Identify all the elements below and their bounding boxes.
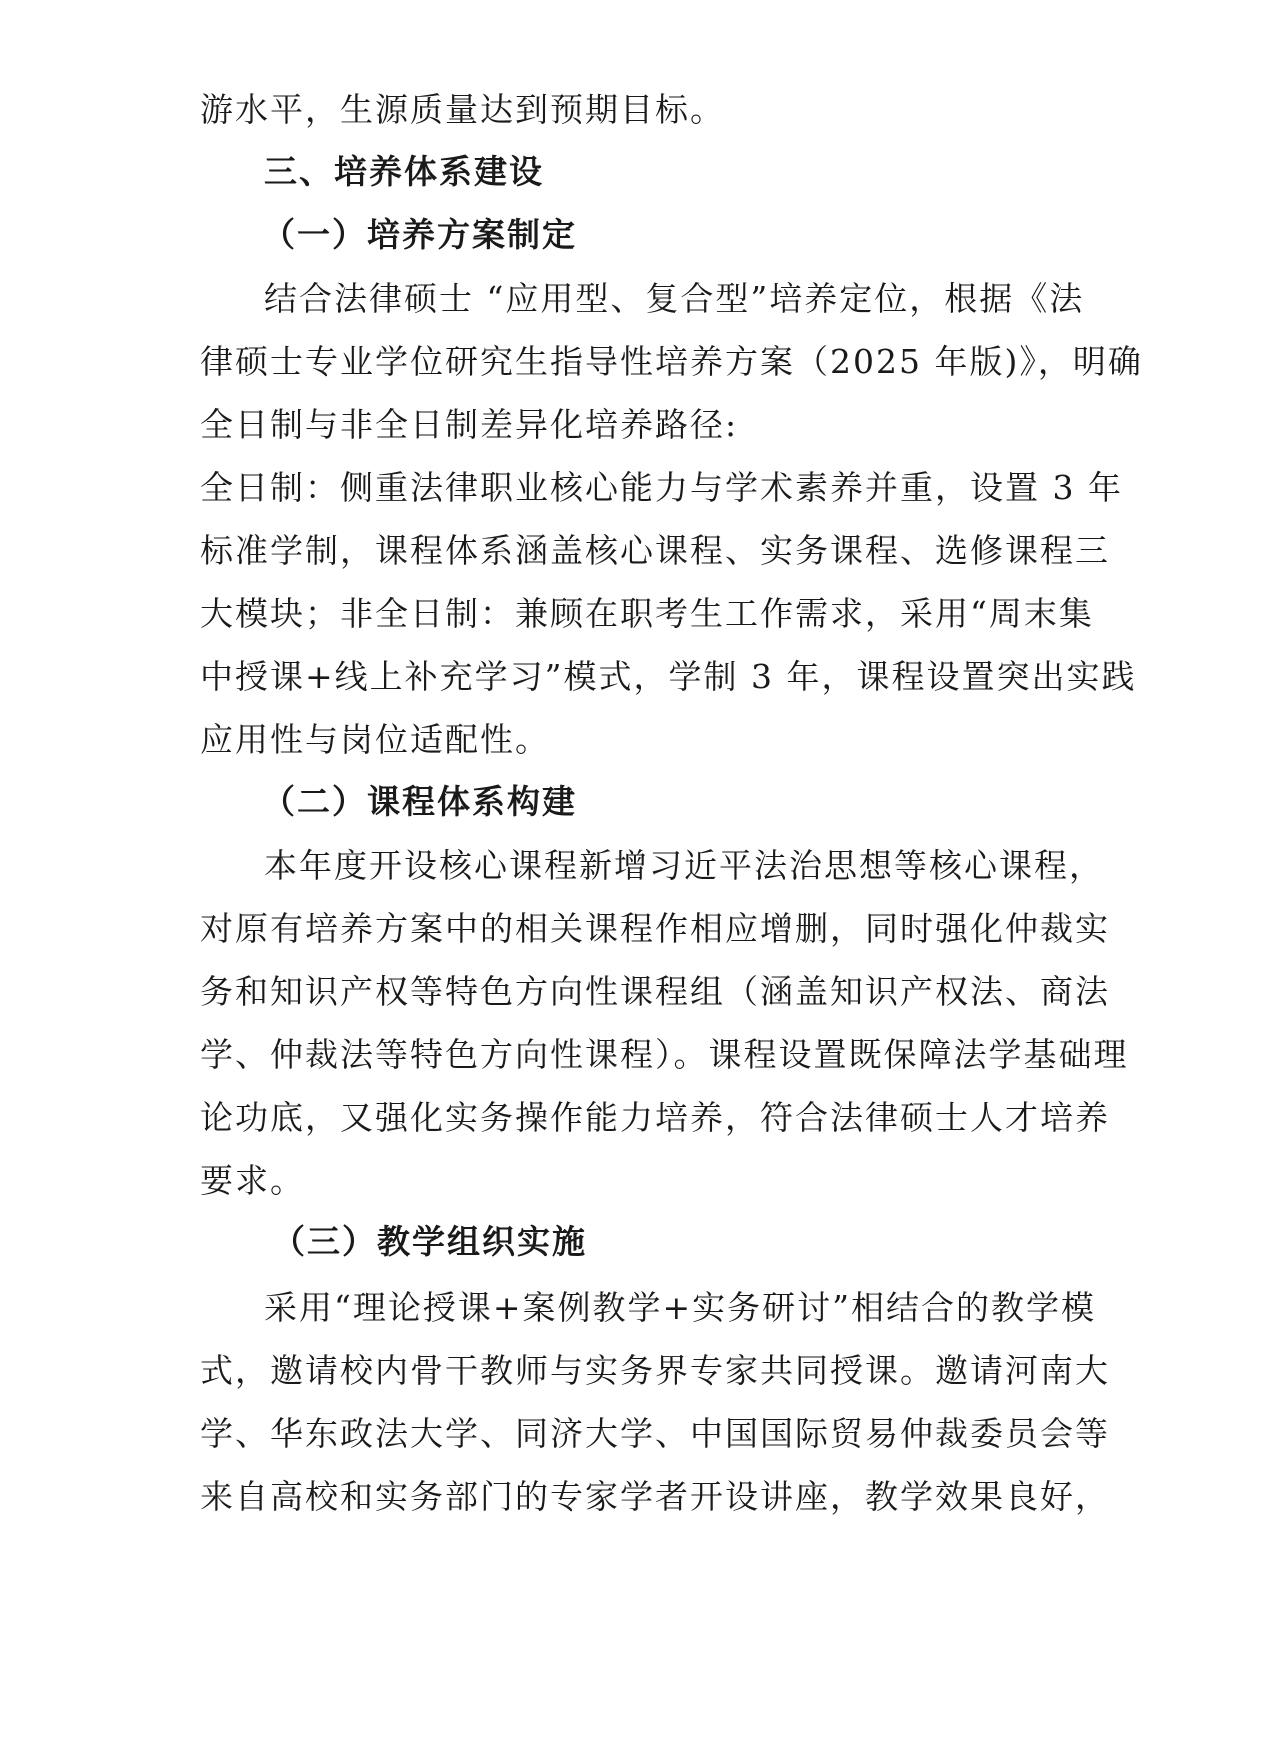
subsection-heading-3: （三）教学组织实施 [272,1222,587,1261]
text-line: 中授课+线上补充学习”模式，学制 3 年，课程设置突出实践 [200,657,1137,696]
text-line: 全日制：侧重法律职业核心能力与学术素养并重，设置 3 年 [200,468,1123,507]
text-line: 学、华东政法大学、同济大学、中国国际贸易仲裁委员会等 [200,1414,1110,1453]
text-line: 论功底，又强化实务操作能力培养，符合法律硕士人才培养 [200,1098,1110,1137]
section-heading: 三、培养体系建设 [264,152,544,191]
text-line: 标准学制，课程体系涵盖核心课程、实务课程、选修课程三 [200,531,1110,570]
text-line: 大模块；非全日制：兼顾在职考生工作需求，采用“周末集 [200,594,1094,633]
text-line: 结合法律硕士 “应用型、复合型”培养定位，根据《法 [264,279,1085,318]
text-line: 来自高校和实务部门的专家学者开设讲座，教学效果良好， [200,1477,1110,1516]
subsection-1-body [200,267,1143,771]
text-line: 学、仲裁法等特色方向性课程）。课程设置既保障法学基础理 [200,1035,1129,1074]
text-line: 应用性与岗位适配性。 [200,720,550,759]
text-line: 全日制与非全日制差异化培养路径: [200,405,739,444]
text-line: 式，邀请校内骨干教师与实务界专家共同授课。邀请河南大 [200,1351,1110,1390]
text-line: 本年度开设核心课程新增习近平法治思想等核心课程， [264,846,1104,885]
subsection-heading-1: （一）培养方案制定 [262,215,577,254]
intro-paragraph [200,78,1100,141]
text-line: 游水平，生源质量达到预期目标。 [200,90,725,129]
subsection-2-body [200,834,1129,1212]
text-line: 要求。 [200,1161,305,1200]
text-line: 务和知识产权等特色方向性课程组（涵盖知识产权法、商法 [200,972,1110,1011]
subsection-3-body [200,1276,1110,1528]
text-line: 对原有培养方案中的相关课程作相应增删，同时强化仲裁实 [200,909,1110,948]
text-line: 律硕士专业学位研究生指导性培养方案（2025 年版)》，明确 [200,342,1143,381]
subsection-heading-2: （二）课程体系构建 [262,782,577,821]
text-line: 采用“理论授课+案例教学+实务研讨”相结合的教学模 [264,1288,1097,1327]
